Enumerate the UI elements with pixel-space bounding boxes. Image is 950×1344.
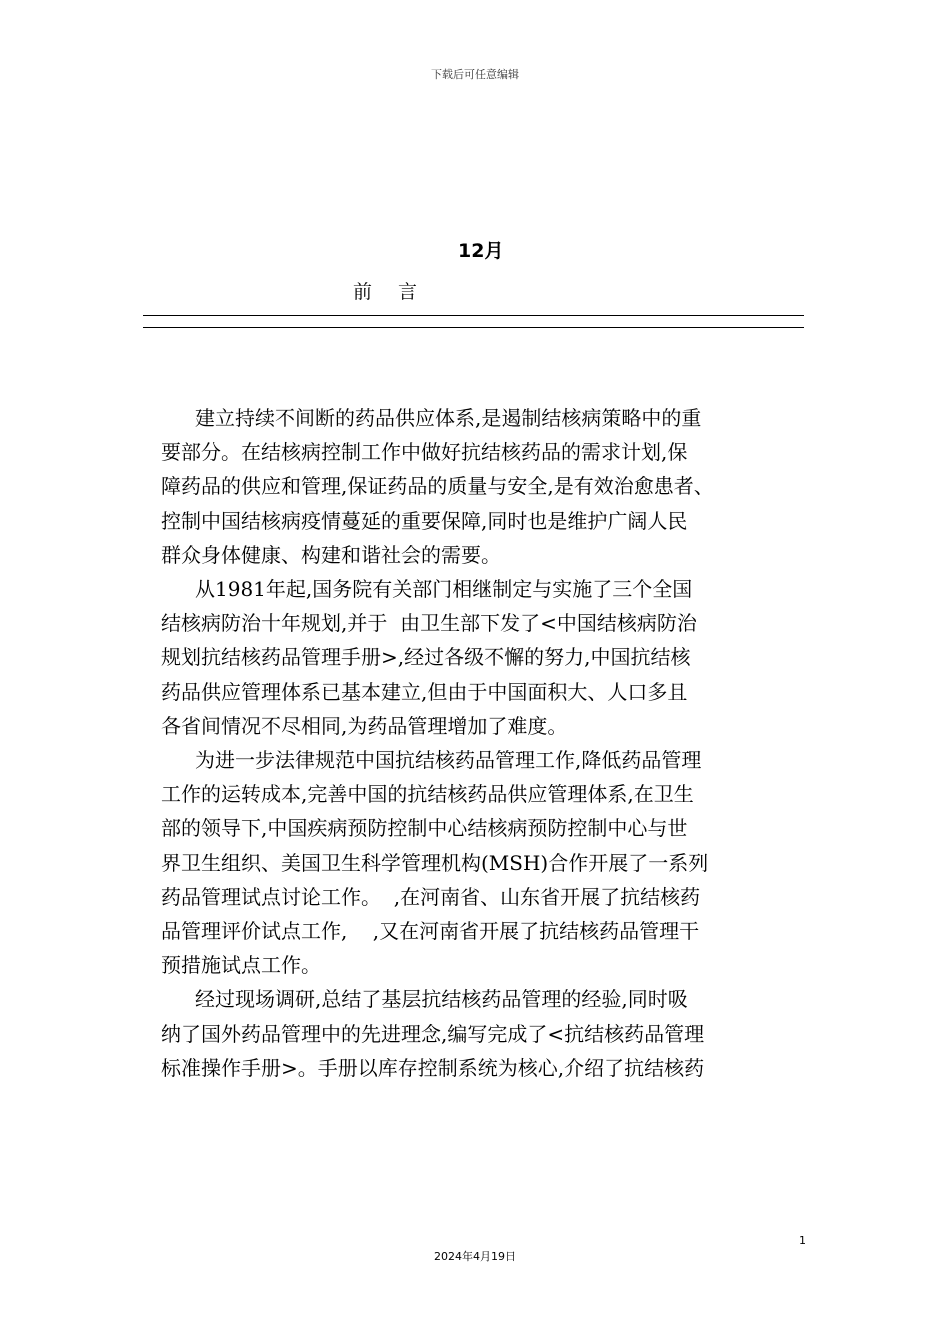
text-line: 要部分。在结核病控制工作中做好抗结核药品的需求计划,保 — [161, 440, 688, 465]
text-line: 规划抗结核药品管理手册>,经过各级不懈的努力,中国抗结核 — [161, 645, 691, 670]
footer-date: 2024年4月19日 — [434, 1250, 516, 1263]
text-line: 经过现场调研,总结了基层抗结核药品管理的经验,同时吸 — [195, 987, 688, 1012]
month-label: 12月 — [458, 240, 504, 262]
title-rule-top — [143, 315, 804, 316]
text-line: 品管理评价试点工作, ,又在河南省开展了抗结核药品管理干 — [161, 919, 700, 944]
text-line: 从1981年起,国务院有关部门相继制定与实施了三个全国 — [195, 577, 693, 602]
text-line: 工作的运转成本,完善中国的抗结核药品供应管理体系,在卫生 — [161, 782, 694, 807]
title-rule-bottom — [143, 327, 804, 328]
text-line: 界卫生组织、美国卫生科学管理机构(MSH)合作开展了一系列 — [161, 850, 709, 875]
text-line: 为进一步法律规范中国抗结核药品管理工作,降低药品管理 — [195, 748, 702, 773]
text-line: 纳了国外药品管理中的先进理念,编写完成了<抗结核药品管理 — [161, 1021, 705, 1046]
text-line: 药品管理试点讨论工作。 ,在河南省、山东省开展了抗结核药 — [161, 884, 701, 909]
page-number: 1 — [799, 1234, 806, 1247]
text-line: 标准操作手册>。手册以库存控制系统为核心,介绍了抗结核药 — [161, 1055, 705, 1080]
paragraph — [161, 743, 801, 982]
section-title: 前 言 — [353, 281, 428, 303]
text-line: 药品供应管理体系已基本建立,但由于中国面积大、人口多且 — [161, 679, 688, 704]
text-line: 建立持续不间断的药品供应体系,是遏制结核病策略中的重 — [195, 406, 702, 430]
text-line: 群众身体健康、构建和谐社会的需要。 — [161, 542, 501, 567]
body-text — [161, 401, 801, 1085]
text-line: 部的领导下,中国疾病预防控制中心结核病预防控制中心与世 — [161, 816, 688, 841]
text-line: 结核病防治十年规划,并于 由卫生部下发了<中国结核病防治 — [161, 611, 697, 636]
paragraph — [161, 401, 801, 572]
text-line: 控制中国结核病疫情蔓延的重要保障,同时也是维护广阔人民 — [161, 508, 688, 533]
text-line: 预措施试点工作。 — [161, 953, 321, 978]
text-line: 障药品的供应和管理,保证药品的质量与安全,是有效治愈患者、 — [161, 474, 714, 499]
paragraph — [161, 982, 801, 1085]
paragraph — [161, 572, 801, 743]
text-line: 各省间情况不尽相同,为药品管理增加了难度。 — [161, 713, 568, 738]
header-note: 下载后可任意编辑 — [431, 68, 519, 81]
